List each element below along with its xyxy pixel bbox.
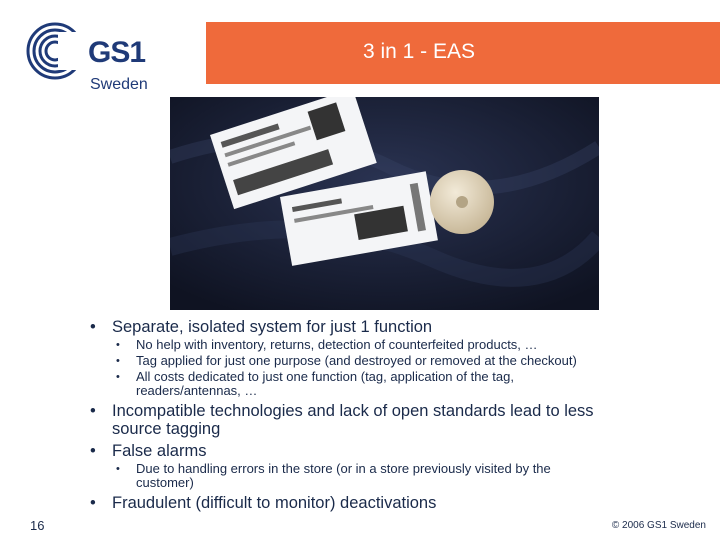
sub-bullet-handling-errors: • Due to handling errors in the store (or in a store previously visited by the customer) xyxy=(116,461,551,490)
eas-tags-photo xyxy=(170,97,599,310)
sub-bullet-no-help: • No help with inventory, returns, detection of counterfeited products, … xyxy=(116,337,538,352)
sub-bullet-all-costs: • All costs dedicated to just one function (tag, application of the tag, readers/antennas, … xyxy=(116,369,514,398)
copyright: © 2006 GS1 Sweden xyxy=(611,520,706,531)
sub-bullet-tag-applied: • Tag applied for just one purpose (and destroyed or removed at the checkout) xyxy=(116,353,577,368)
gs1-logo xyxy=(26,22,146,84)
bullet-false-alarms: • False alarms xyxy=(90,442,207,460)
bullet-fraudulent-deactivations: • Fraudulent (difficult to monitor) deactivations xyxy=(90,494,437,512)
page-number: 16 xyxy=(30,518,45,533)
country-label: Sweden xyxy=(90,76,148,93)
logo-text: GS1 xyxy=(88,36,146,69)
bullet-list xyxy=(86,318,606,514)
bullet-separate-system: • Separate, isolated system for just 1 function xyxy=(90,318,433,336)
gs1-logo-icon xyxy=(26,22,84,80)
eas-tag-disc xyxy=(430,170,494,234)
bullet-incompatible-technologies: • Incompatible technologies and lack of open standards lead to less source tagging xyxy=(90,402,594,438)
title-bar xyxy=(206,22,720,84)
slide-title: 3 in 1 - EAS xyxy=(362,40,476,63)
